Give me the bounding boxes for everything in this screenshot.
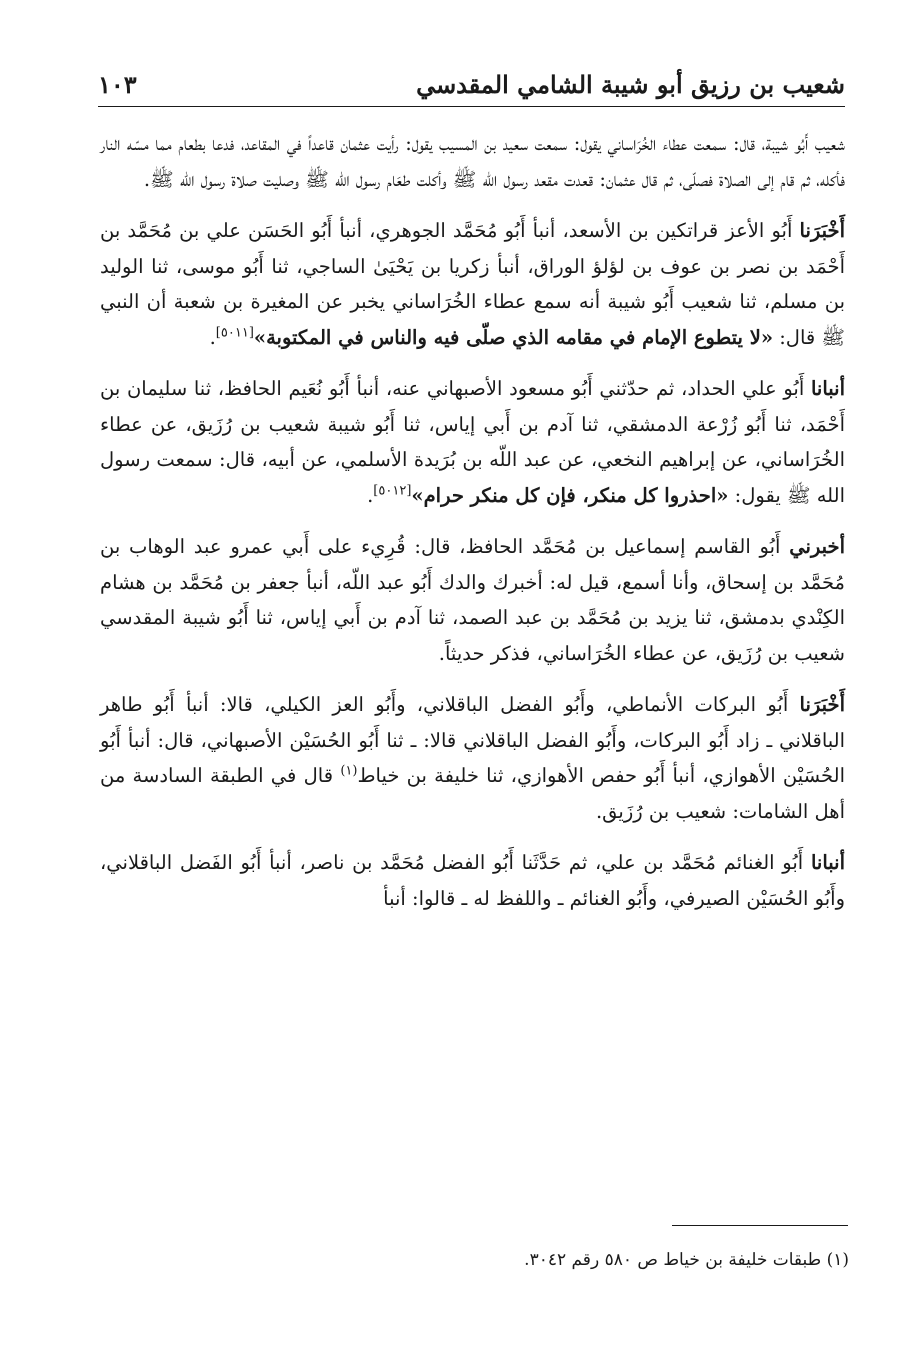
hadith-number: [٥٠١٢] [373,483,412,498]
hadith-number: [٥٠١١] [215,325,254,340]
page-header [98,66,845,107]
paragraph-end: . [367,483,374,507]
footnote-marker[interactable]: (١) [340,763,358,779]
paragraph [100,529,845,671]
paragraph-lead: أَخْبَرَنا [799,693,845,716]
paragraph-text: أَبُو القاسم إسماعيل بن مُحَمَّد الحافظ، قال: قُرِيء على أَبي عمرو عبد الوهاب بن مُحَمَّد بن إسحاق، وأنا أسمع، قيل له: أخبرك والدك أَبُو عبد اللّه، أنبأ جعفر بن مُحَمَّد بن هشام الكِنْدي بدمشق، ثنا يزيد بن مُحَمَّد بن عبد الصمد، ثنا آدم بن أَبي إياس، ثنا أَبُو شيبة المقدسي شعيب بن رُزَيق، عن عطاء الخُرَاساني، فذكر حديثاً. [100,535,845,665]
paragraph-lead: أخبرني [789,535,845,558]
paragraph [100,371,845,513]
running-title: شعيب بن رزيق أبو شيبة الشامي المقدسي [416,70,845,99]
main-text [100,126,845,932]
paragraph-end: . [209,325,216,349]
hadith-text: «لا يتطوع الإمام في مقامه الذي صلّى فيه والناس في المكتوبة» [253,325,774,349]
paragraph-text: شعيب أَبُو شيبة، قال: سمعت عطاء الخُرَاساني يقول: سمعت سعيد بن المسيب يقول: رأيت عثمان قاعداً في المقاعد، فدعا بطعام مما مسّه النار فأكله، ثم قام إلى الصلاة فصلّى، ثم قال عثمان: قعدت مقعد رسول الله ﷺ وأكلت طعَام رسول الله ﷺ وصليت صلاة رسول الله ﷺ. [100,132,845,191]
footnote [100,1247,849,1273]
footnote-text: (١) طبقات خليفة بن خياط ص ٥٨٠ رقم ٣٠٤٢. [524,1250,849,1270]
paragraph-text: أَبُو علي الحداد، ثم حدّثني أَبُو مسعود الأصبهاني عنه، أنبأ أَبُو نُعَيم الحافظ، ثنا سليمان بن أَحْمَد، ثنا أَبُو زُرْعة الدمشقي، ثنا آدم بن أَبي إياس، ثنا أَبُو شيبة شعيب بن رُزَيق، عن عطاء الخُرَاساني، عن إبراهيم النخعي، عن عبد اللّه بن بُرَيدة الأسلمي، عن أبيه، قال: سمعت رسول الله ﷺ يقول: [100,377,845,507]
paragraph [100,845,845,916]
footnote-divider [672,1225,848,1226]
paragraph-text: أَبُو الغنائم مُحَمَّد بن علي، ثم حَدَّثَنا أَبُو الفضل مُحَمَّد بن ناصر، أنبأ أَبُو الفَضل الباقلاني، وأَبُو الحُسَيْن الصيرفي، وأَبُو الغنائم ـ واللفظ له ـ قالوا: أنبأ [100,851,845,910]
paragraph-text: أَبُو البركات الأنماطي، وأَبُو الفضل الباقلاني، وأَبُو العز الكيلي، قالا: أنبأ أَبُو طاهر الباقلاني ـ زاد أَبُو البركات، وأَبُو الفضل الباقلاني قالا: ـ ثنا أَبُو الحُسَيْن الأصبهاني، قال: أنبأ أَبُو الحُسَيْن الأهوازي، أنبأ أَبُو حفص الأهوازي، ثنا خليفة بن خياط [100,693,845,787]
paragraph [100,126,845,197]
paragraph-text-after: قال في الطبقة السادسة من أهل الشامات: شعيب بن رُزَيق. [100,764,845,823]
paragraph [100,687,845,829]
paragraph-text: أَبُو الأعز قراتكين بن الأسعد، أنبأ أَبُو مُحَمَّد الجوهري، أنبأ أَبُو الحَسَن علي بن مُحَمَّد بن أَحْمَد بن نصر بن عوف بن لؤلؤ الوراق، أنبأ زكريا بن يَحْيَىٰ الساجي، ثنا أَبُو موسى، ثنا الوليد بن مسلم، ثنا شعيب أَبُو شيبة أنه سمع عطاء الخُرَاساني يخبر عن المغيرة بن شعبة أن النبي ﷺ قال: [100,219,845,349]
paragraph-lead: أنبانا [810,377,845,400]
paragraph-lead: أنبانا [810,851,845,874]
paragraph [100,213,845,355]
page-number: ١٠٣ [98,70,137,99]
hadith-text: «احذروا كل منكر، فإن كل منكر حرام» [411,483,729,507]
paragraph-lead: أَخْبَرَنا [799,219,845,242]
